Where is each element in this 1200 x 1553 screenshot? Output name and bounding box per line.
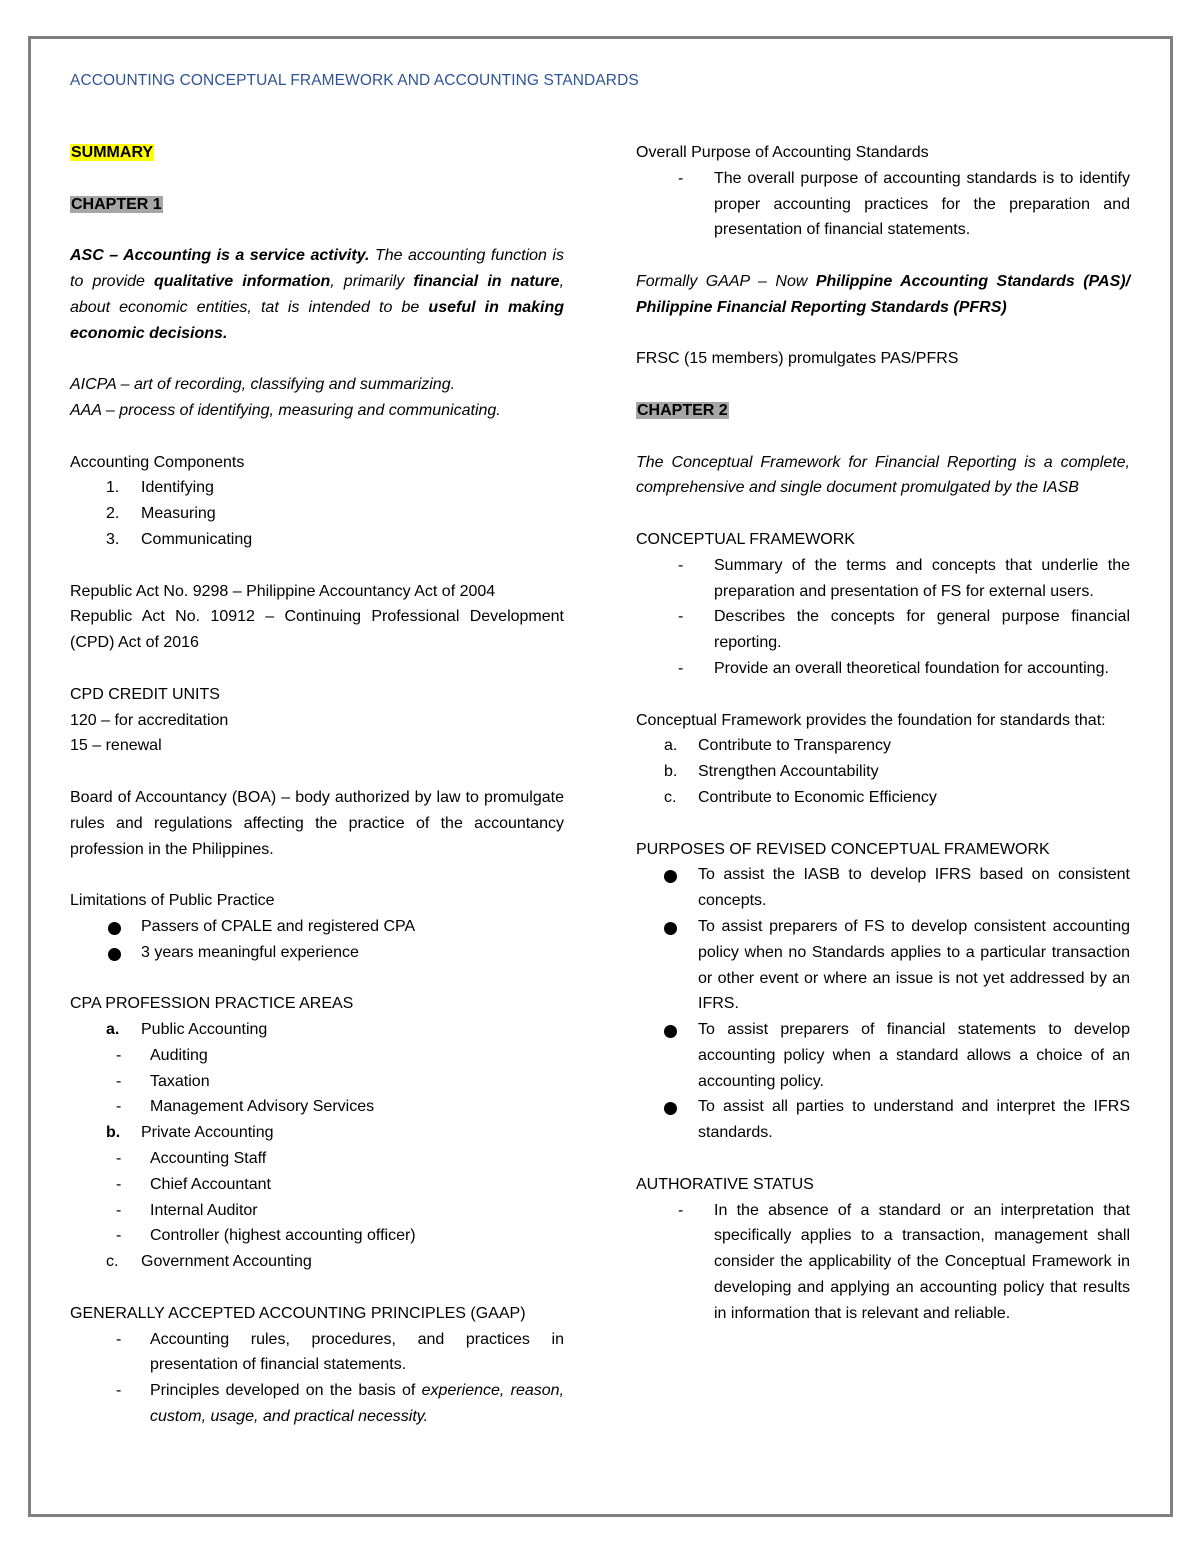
area-private-accounting: b. Private Accounting bbox=[106, 1124, 274, 1142]
components-list bbox=[70, 475, 564, 552]
list-item: - Accounting rules, procedures, and practices in presentation of financial statements. bbox=[116, 1330, 564, 1374]
list-item: b. Strengthen Accountability bbox=[664, 763, 879, 781]
left-column bbox=[70, 140, 564, 1430]
list-item: - The overall purpose of accounting standards is to identify proper accounting practices for the preparation and presentation of financial statements. bbox=[678, 169, 1130, 239]
list-item: - Auditing bbox=[116, 1046, 208, 1064]
right-column bbox=[636, 140, 1130, 1327]
purposes-heading: PURPOSES OF REVISED CONCEPTUAL FRAMEWORK bbox=[636, 840, 1050, 858]
limitations-list bbox=[70, 914, 564, 966]
authorative-status-heading: AUTHORATIVE STATUS bbox=[636, 1175, 814, 1193]
list-item: To assist the IASB to develop IFRS based on consistent concepts. bbox=[636, 862, 1130, 914]
list-item: - Describes the concepts for general purpose financial reporting. bbox=[678, 608, 1130, 652]
list-item: a. Contribute to Transparency bbox=[664, 737, 891, 755]
list-item: Passers of CPALE and registered CPA bbox=[70, 914, 564, 940]
list-item: - Accounting Staff bbox=[116, 1150, 267, 1168]
gaap-pas-pfrs: Formally GAAP – Now Philippine Accounting Standards (PAS)/ Philippine Financial Reporting Standards (PFRS) bbox=[636, 272, 1131, 316]
area-government-accounting: c. Government Accounting bbox=[106, 1253, 312, 1271]
gaap-heading: GENERALLY ACCEPTED ACCOUNTING PRINCIPLES (GAAP) bbox=[70, 1304, 526, 1322]
list-item: - Summary of the terms and concepts that underlie the preparation and presentation of FS for external users. bbox=[678, 556, 1130, 600]
limitations-heading: Limitations of Public Practice bbox=[70, 892, 275, 910]
frsc-note: FRSC (15 members) promulgates PAS/PFRS bbox=[636, 350, 959, 368]
aicpa-definition: AICPA – art of recording, classifying and summarizing. bbox=[70, 376, 456, 394]
bullet-icon bbox=[664, 1025, 677, 1038]
asc-definition: ASC – Accounting is a service activity. The accounting function is to provide qualitative information, primarily financial in nature, about economic entities, tat is intended to be useful in making economic decisions. bbox=[70, 247, 565, 342]
bullet-icon bbox=[664, 922, 677, 935]
practice-areas-heading: CPA PROFESSION PRACTICE AREAS bbox=[70, 995, 354, 1013]
republic-act-10912: Republic Act No. 10912 – Continuing Professional Development (CPD) Act of 2016 bbox=[70, 608, 564, 652]
purpose-heading: Overall Purpose of Accounting Standards bbox=[636, 144, 929, 161]
foundation-intro: Conceptual Framework provides the foundation for standards that: bbox=[636, 711, 1106, 729]
cpd-heading: CPD CREDIT UNITS bbox=[70, 685, 220, 703]
list-item: To assist preparers of FS to develop consistent accounting policy when no Standards applies to a particular transaction or other event or where an issue is not yet addressed by an IFRS. bbox=[636, 914, 1130, 1017]
list-item: 3 years meaningful experience bbox=[70, 940, 564, 966]
list-item: - Taxation bbox=[116, 1072, 210, 1090]
list-item: 3. Communicating bbox=[106, 530, 253, 548]
list-item: - Internal Auditor bbox=[116, 1201, 258, 1219]
conceptual-framework-definition: The Conceptual Framework for Financial Reporting is a complete, comprehensive and single document promulgated by the IASB bbox=[636, 453, 1130, 497]
boa-definition: Board of Accountancy (BOA) – body authorized by law to promulgate rules and regulations affecting the practice of the accountancy profession in the Philippines. bbox=[70, 788, 564, 858]
bullet-icon bbox=[664, 1102, 677, 1115]
chapter-1-label: CHAPTER 1 bbox=[71, 195, 162, 213]
bullet-icon bbox=[664, 870, 677, 883]
republic-act-9298: Republic Act No. 9298 – Philippine Accountancy Act of 2004 bbox=[70, 582, 496, 600]
list-item: - Chief Accountant bbox=[116, 1175, 271, 1193]
list-item: To assist all parties to understand and interpret the IFRS standards. bbox=[636, 1094, 1130, 1146]
list-item: 1. Identifying bbox=[106, 479, 214, 497]
conceptual-framework-heading: CONCEPTUAL FRAMEWORK bbox=[636, 530, 855, 548]
cpd-accreditation: 120 – for accreditation bbox=[70, 711, 229, 729]
cpd-renewal: 15 – renewal bbox=[70, 737, 162, 755]
chapter-2-label: CHAPTER 2 bbox=[637, 401, 728, 419]
area-public-accounting: a. Public Accounting bbox=[106, 1021, 268, 1039]
list-item: - Principles developed on the basis of experience, reason, custom, usage, and practical necessity. bbox=[116, 1382, 565, 1426]
list-item: To assist preparers of financial statements to develop accounting policy when a standard allows a choice of an accounting policy. bbox=[636, 1017, 1130, 1094]
summary-label: SUMMARY bbox=[71, 144, 154, 161]
list-item: - In the absence of a standard or an interpretation that specifically applies to a transaction, management shall consider the applicability of the Conceptual Framework in developing and applying an accounting policy that results in information that is relevant and reliable. bbox=[678, 1201, 1130, 1322]
list-item: - Provide an overall theoretical foundation for accounting. bbox=[678, 659, 1109, 677]
aaa-definition: AAA – process of identifying, measuring and communicating. bbox=[70, 401, 501, 419]
document-title: ACCOUNTING CONCEPTUAL FRAMEWORK AND ACCOUNTING STANDARDS bbox=[70, 72, 639, 89]
list-item: 2. Measuring bbox=[106, 505, 216, 523]
bullet-icon bbox=[108, 922, 121, 935]
list-item: - Management Advisory Services bbox=[116, 1098, 375, 1116]
components-heading: Accounting Components bbox=[70, 453, 245, 471]
list-item: c. Contribute to Economic Efficiency bbox=[664, 788, 937, 806]
list-item: - Controller (highest accounting officer) bbox=[116, 1227, 416, 1245]
bullet-icon bbox=[108, 948, 121, 961]
